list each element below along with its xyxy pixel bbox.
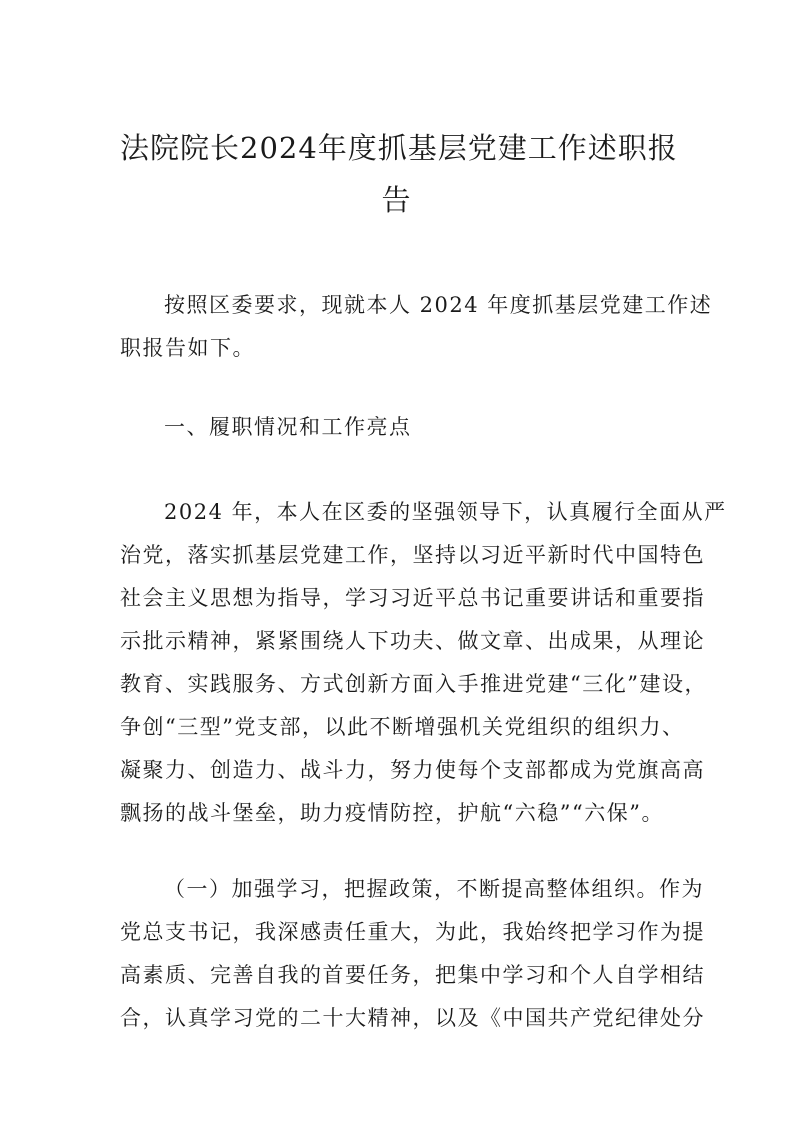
paragraph-line: 合，认真学习党的二十大精神，以及《中国共产党纪律处分 — [120, 1006, 705, 1030]
section-heading — [120, 406, 673, 449]
paragraph-line: 教育、实践服务、方式创新方面入手推进党建“三化”建设， — [120, 672, 707, 696]
paragraph-line: 职报告如下。 — [120, 336, 255, 360]
paragraph-line: 社会主义思想为指导，学习习近平总书记重要讲话和重要指 — [120, 586, 705, 610]
paragraph-line: 2024 年，本人在区委的坚强领导下，认真履行全面从严 — [164, 500, 727, 524]
paragraph-line: 争创“三型”党支部，以此不断增强机关党组织的组织力、 — [120, 715, 685, 739]
title-line: 告 — [381, 183, 412, 217]
paragraph-line: 凝聚力、创造力、战斗力，努力使每个支部都成为党旗高高 — [120, 758, 705, 782]
body-paragraph-2 — [120, 868, 705, 1040]
title-line: 法院院长2024年度抓基层党建工作述职报 — [120, 131, 678, 165]
paragraph-line: （一）加强学习，把握政策，不断提高整体组织。作为 — [164, 877, 704, 901]
paragraph-line: 飘扬的战斗堡垒，助力疫情防控，护航“六稳”“六保”。 — [120, 801, 664, 825]
paragraph-line: 高素质、完善自我的首要任务，把集中学习和个人自学相结 — [120, 963, 705, 987]
document-title — [120, 122, 678, 226]
paragraph-line: 示批示精神，紧紧围绕人下功夫、做文章、出成果，从理论 — [120, 629, 705, 653]
intro-paragraph — [120, 284, 713, 370]
paragraph-line: 按照区委要求，现就本人 2024 年度抓基层党建工作述 — [164, 293, 713, 317]
body-paragraph-1 — [120, 491, 727, 835]
heading-text: 一、履职情况和工作亮点 — [164, 415, 412, 439]
paragraph-line: 党总支书记，我深感责任重大，为此，我始终把学习作为提 — [120, 920, 705, 944]
paragraph-line: 治党，落实抓基层党建工作，坚持以习近平新时代中国特色 — [120, 543, 705, 567]
